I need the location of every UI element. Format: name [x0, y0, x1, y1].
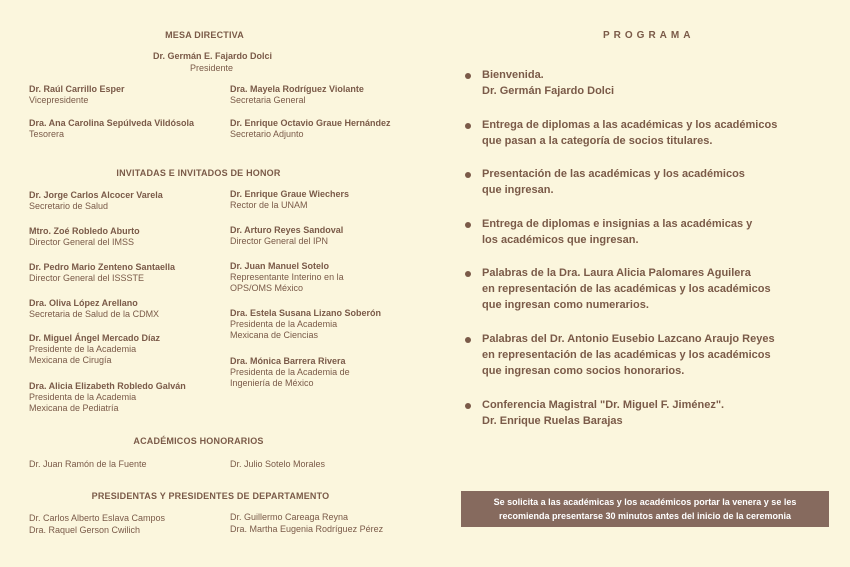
- department-president: Dr. Guillermo Careaga Reyna: [230, 512, 349, 522]
- guest-role: Director General del IPN: [230, 236, 329, 246]
- guest-role: Director General del IMSS: [29, 237, 135, 247]
- guest-role: Presidente de la Academia: [29, 344, 137, 354]
- bullet-icon: [465, 271, 471, 277]
- bullet-icon: [465, 337, 471, 343]
- department-president: Dra. Martha Eugenia Rodríguez Pérez: [230, 524, 384, 534]
- member-role: Vicepresidente: [29, 95, 89, 105]
- bullet-icon: [465, 172, 471, 178]
- guest-name: Dr. Miguel Ángel Mercado Díaz: [29, 333, 161, 343]
- program-line: Conferencia Magistral "Dr. Miguel F. Jiménez".: [482, 399, 725, 411]
- guest-entry: [230, 225, 343, 247]
- guest-role: Secretaria de Salud de la CDMX: [29, 309, 160, 319]
- guest-entry: [29, 381, 186, 414]
- bullet-icon: [465, 222, 471, 228]
- bullet-icon: [465, 403, 471, 409]
- program-item: [482, 166, 745, 198]
- program-item: [482, 67, 614, 99]
- notice-banner: [461, 491, 829, 527]
- president-role: Presidente: [189, 63, 234, 73]
- program-line: en representación de las académicas y los académicos: [482, 283, 771, 295]
- guest-entry: [29, 333, 160, 366]
- guest-entry: [230, 356, 350, 389]
- guest-role: OPS/OMS México: [230, 283, 304, 293]
- mesa-member: [29, 118, 194, 140]
- program-line: que ingresan como numerarios.: [482, 299, 649, 311]
- guest-entry: [230, 308, 381, 341]
- guest-role: Mexicana de Cirugía: [29, 355, 112, 365]
- bullet-icon: [465, 123, 471, 129]
- right-panel: [425, 0, 850, 567]
- guest-entry: [29, 262, 175, 284]
- department-presidents-right: [230, 511, 383, 535]
- guest-name: Dr. Jorge Carlos Alcocer Varela: [29, 190, 163, 200]
- guest-role: Ingeniería de México: [230, 378, 314, 388]
- program-line: Entrega de diplomas e insignias a las académicas y: [482, 218, 753, 230]
- member-role: Secretario Adjunto: [230, 129, 304, 139]
- guest-name: Dra. Mónica Barrera Rivera: [230, 356, 346, 366]
- program-line: los académicos que ingresan.: [482, 234, 639, 246]
- notice-line: Se solicita a las académicas y los académicos portar la venera y se les: [493, 497, 797, 507]
- member-role: Tesorera: [29, 129, 65, 139]
- guest-entry: [29, 190, 163, 212]
- program-item: [482, 331, 775, 379]
- guest-name: Dra. Alicia Elizabeth Robledo Galván: [29, 381, 186, 391]
- member-name: Dra. Mayela Rodríguez Violante: [230, 84, 364, 94]
- department-presidents-left: [29, 512, 165, 536]
- program-line: que pasan a la categoría de socios titulares.: [482, 135, 713, 147]
- guest-role: Mexicana de Ciencias: [230, 330, 319, 340]
- guest-name: Dr. Arturo Reyes Sandoval: [230, 225, 344, 235]
- program-line: Palabras del Dr. Antonio Eusebio Lazcano Araujo Reyes: [482, 333, 775, 345]
- program-item: [482, 397, 724, 429]
- program-item: [482, 265, 771, 313]
- member-name: Dr. Raúl Carrillo Esper: [29, 84, 125, 94]
- guest-entry: [29, 298, 159, 320]
- program-line: Dr. Germán Fajardo Dolci: [482, 85, 615, 97]
- guest-role: Representante Interino en la: [230, 272, 344, 282]
- mesa-member: [29, 84, 125, 106]
- honorarios-title: ACADÉMICOS HONORARIOS: [133, 436, 264, 446]
- mesa-member: [230, 84, 364, 106]
- member-role: Secretaria General: [230, 95, 306, 105]
- guest-entry: [29, 226, 140, 248]
- honorary-member: Dr. Julio Sotelo Morales: [230, 459, 326, 469]
- guest-role: Rector de la UNAM: [230, 200, 308, 210]
- program-line: Bienvenida.: [482, 69, 544, 81]
- program-line: Palabras de la Dra. Laura Alicia Palomares Aguilera: [482, 267, 751, 279]
- program-line: Presentación de las académicas y los académicos: [482, 168, 745, 180]
- department-president: Dra. Raquel Gerson Cwilich: [29, 525, 141, 535]
- guest-name: Dr. Juan Manuel Sotelo: [230, 261, 330, 271]
- guest-role: Director General del ISSSTE: [29, 273, 145, 283]
- department-president: Dr. Carlos Alberto Eslava Campos: [29, 513, 166, 523]
- member-name: Dra. Ana Carolina Sepúlveda Vildósola: [29, 118, 195, 128]
- guest-name: Dra. Oliva López Arellano: [29, 298, 138, 308]
- guest-role: Presidenta de la Academia de: [230, 367, 350, 377]
- guest-name: Dr. Pedro Mario Zenteno Santaella: [29, 262, 176, 272]
- program-item: [482, 117, 777, 149]
- guest-role: Secretario de Salud: [29, 201, 109, 211]
- guest-name: Mtro. Zoé Robledo Aburto: [29, 226, 140, 236]
- president-name: Dr. Germán E. Fajardo Dolci: [152, 51, 273, 61]
- invitados-title: INVITADAS E INVITADOS DE HONOR: [116, 168, 281, 178]
- program-line: Entrega de diplomas a las académicas y los académicos: [482, 119, 778, 131]
- program-item: [482, 216, 752, 248]
- program-line: que ingresan.: [482, 184, 554, 196]
- guest-role: Mexicana de Pediatría: [29, 403, 119, 413]
- program-line: en representación de las académicas y los académicos: [482, 349, 771, 361]
- bullet-icon: [465, 73, 471, 79]
- guest-entry: [230, 261, 344, 294]
- notice-line: recomienda presentarse 30 minutos antes del inicio de la ceremonia: [498, 511, 792, 521]
- member-name: Dr. Enrique Octavio Graue Hernández: [230, 118, 391, 128]
- guest-role: Presidenta de la Academia: [230, 319, 338, 329]
- guest-name: Dr. Enrique Graue Wiechers: [230, 189, 349, 199]
- program-line: Dr. Enrique Ruelas Barajas: [482, 415, 623, 427]
- guest-entry: [230, 189, 349, 211]
- programa-title: PROGRAMA: [603, 30, 695, 41]
- honorary-member: Dr. Juan Ramón de la Fuente: [29, 459, 147, 469]
- mesa-directiva-title: MESA DIRECTIVA: [165, 30, 244, 40]
- guest-role: Presidenta de la Academia: [29, 392, 137, 402]
- presidentas-title: PRESIDENTAS Y PRESIDENTES DE DEPARTAMENTO: [91, 491, 330, 501]
- guest-name: Dra. Estela Susana Lizano Soberón: [230, 308, 382, 318]
- program-line: que ingresan como socios honorarios.: [482, 365, 685, 377]
- mesa-member: [230, 118, 391, 140]
